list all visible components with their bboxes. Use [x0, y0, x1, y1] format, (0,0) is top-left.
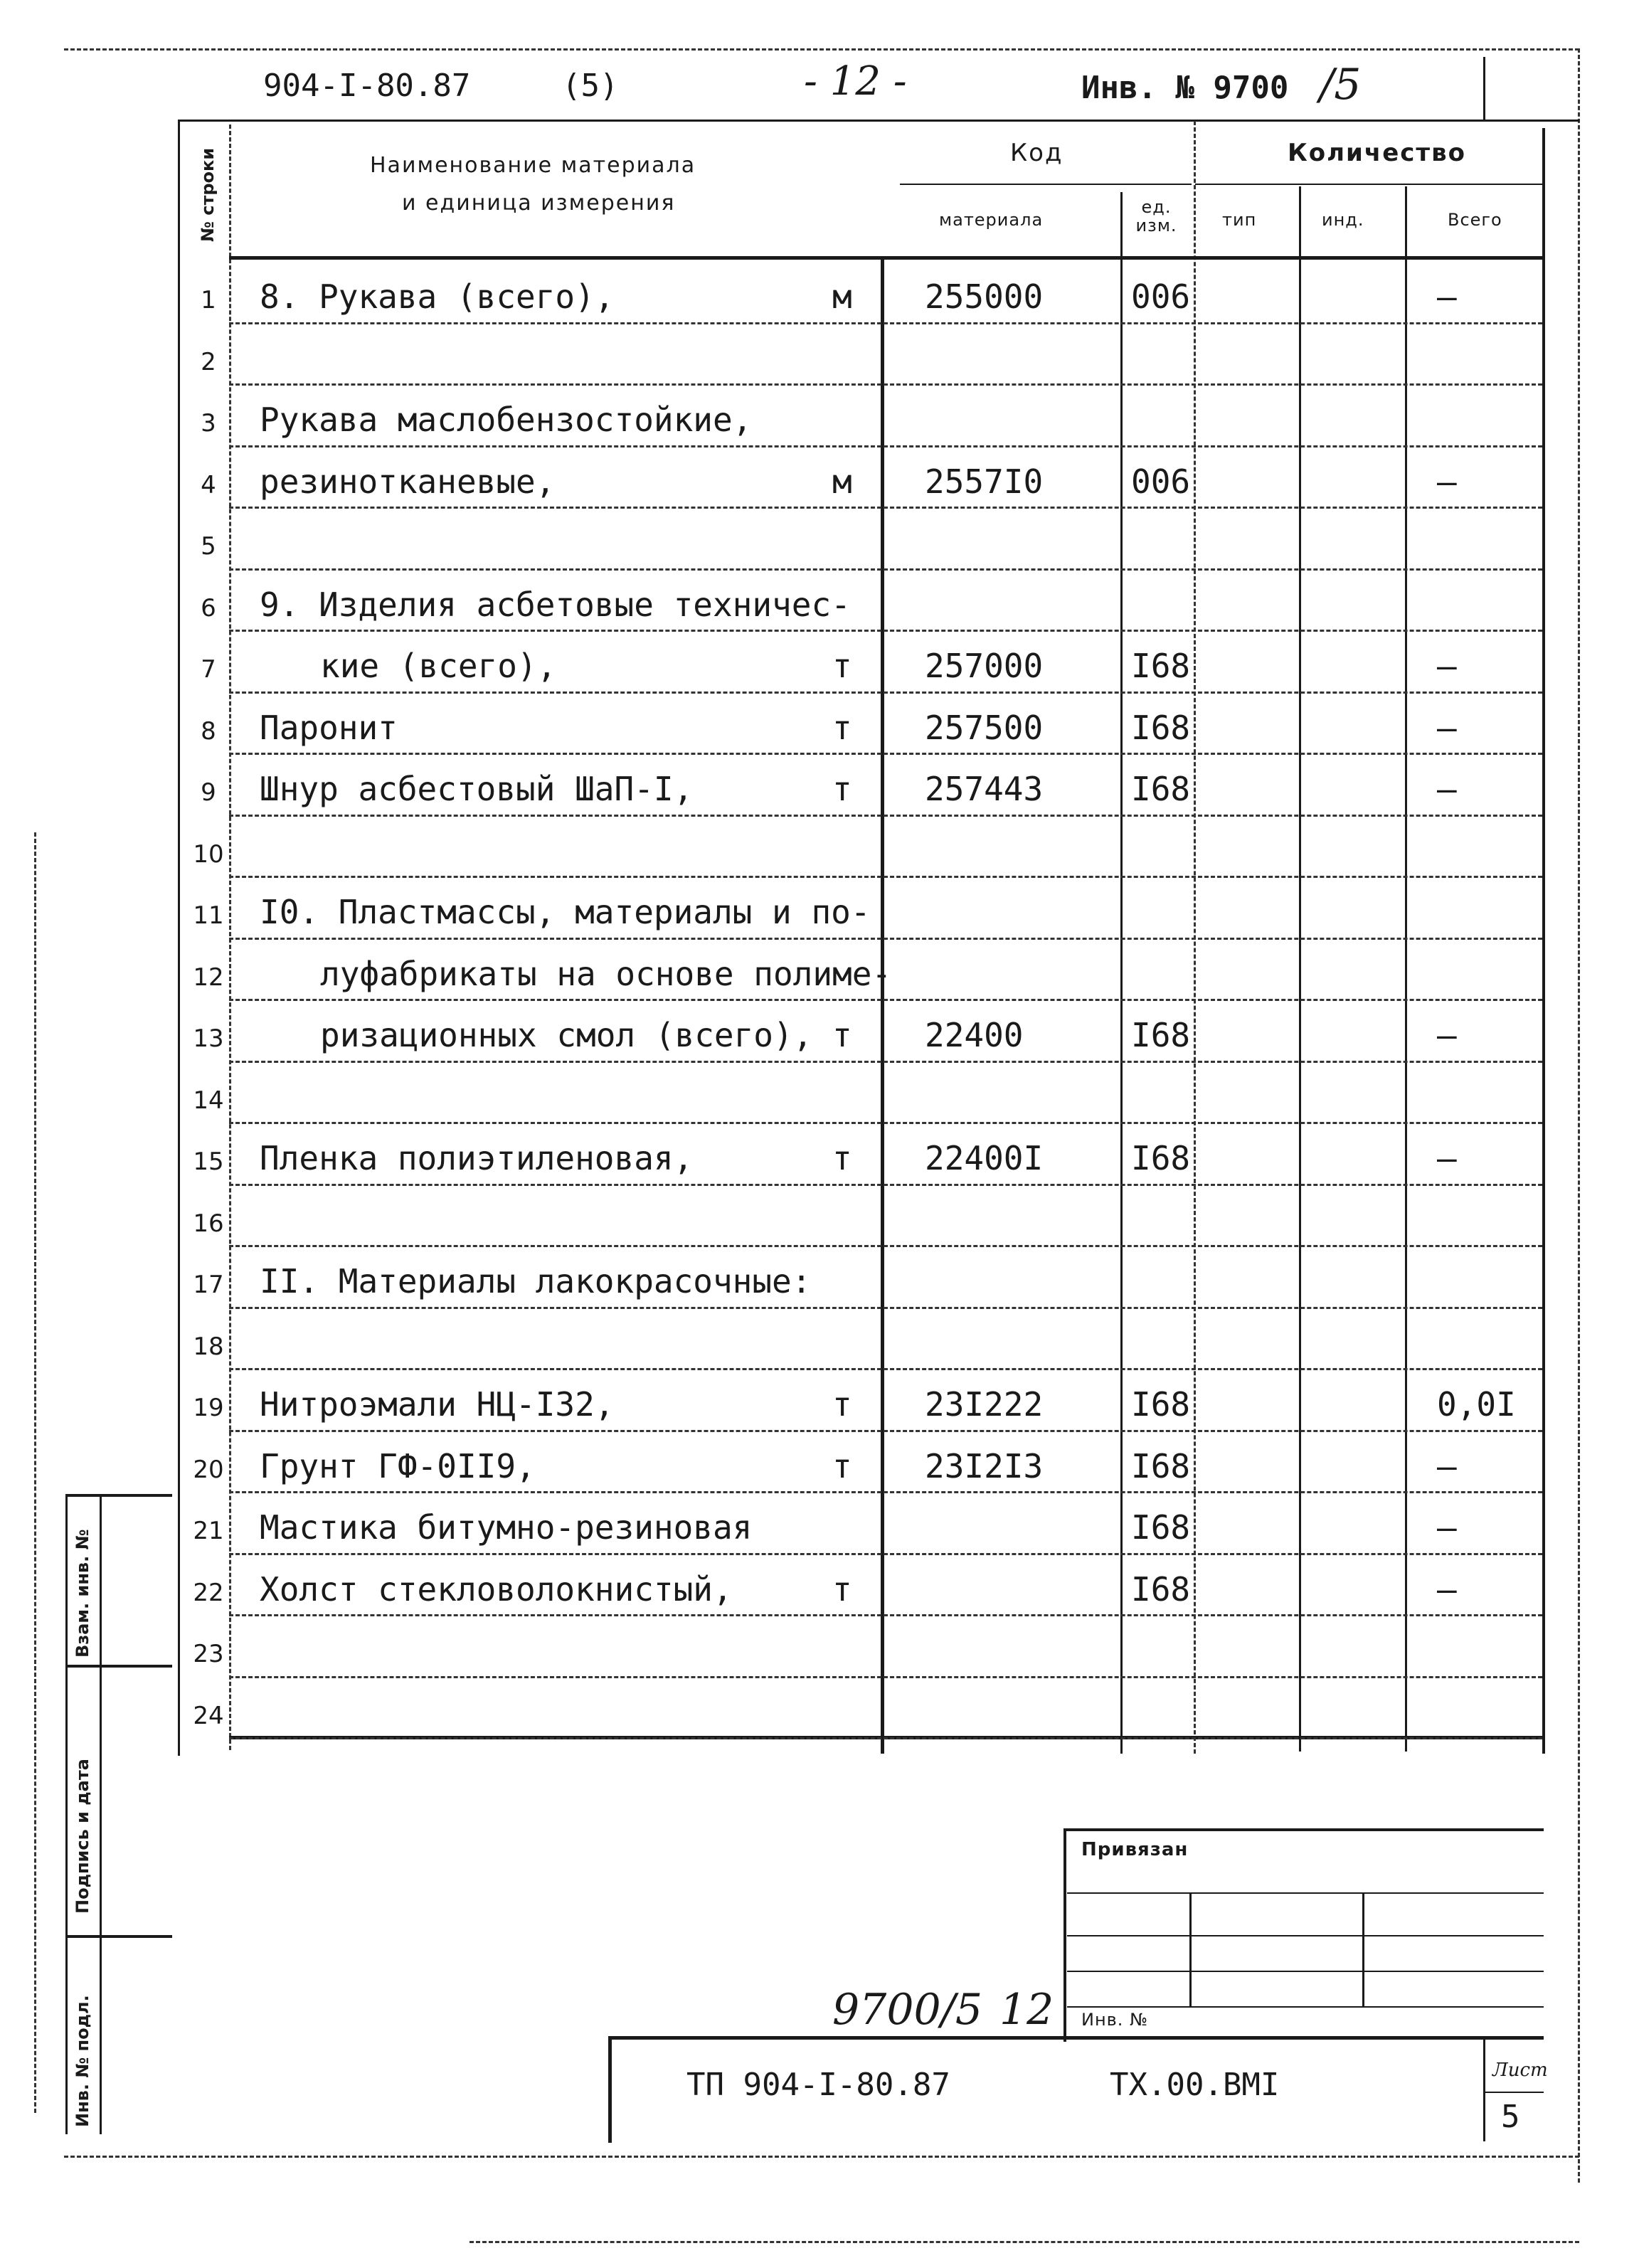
row-unit-code: I68 [1131, 1139, 1191, 1177]
row-rule [229, 630, 1542, 632]
row-number: 22 [193, 1578, 224, 1607]
row-total: 0,0I [1437, 1385, 1516, 1424]
row-number: 5 [201, 532, 216, 561]
code-unit-header: ед. изм. [1135, 197, 1177, 235]
table-right-edge [1542, 128, 1545, 1754]
qty-total-header: Всего [1448, 210, 1502, 230]
handwritten-inv: 9700/5 [832, 1985, 983, 2035]
row-number: 11 [193, 901, 224, 930]
row-total: – [1437, 1139, 1457, 1177]
qty-header: Количество [1288, 139, 1467, 167]
row-rule [229, 999, 1542, 1001]
title-block-top-rule [608, 2036, 1544, 2040]
row-unit: т [832, 647, 852, 685]
page-mark: - 12 - [804, 58, 907, 105]
row-unit: т [832, 1569, 852, 1609]
bottom-scan-edge [470, 2241, 1579, 2243]
row-total: – [1437, 1016, 1457, 1054]
row-material-code: 23I2I3 [925, 1446, 1044, 1485]
title-block-left-edge [608, 2036, 612, 2143]
doc-code2: ТХ.00.ВМI [1110, 2067, 1280, 2103]
name-header-line1: Наименование материала [370, 153, 696, 178]
row-total: – [1437, 1508, 1457, 1547]
stamp-top-rule [1064, 1828, 1544, 1831]
row-total: – [1437, 708, 1457, 747]
row-rule [229, 383, 1542, 386]
row-name: Шнур асбестовый ШаП-I, [260, 770, 694, 808]
row-number: 15 [193, 1148, 224, 1176]
side-stamp-rule2 [65, 1665, 172, 1668]
row-rule [229, 815, 1542, 817]
side-vzam: Взам. инв. № [73, 1529, 92, 1658]
row-rule [229, 1122, 1542, 1124]
stamp-row-rule1 [1067, 1892, 1544, 1894]
ind-divider [1405, 186, 1407, 1752]
row-name: луфабрикаты на основе полиме- [320, 954, 892, 993]
side-stamp-rule1 [65, 1494, 172, 1497]
row-total: – [1437, 770, 1457, 808]
row-material-code: 22400I [925, 1139, 1044, 1177]
row-number: 23 [193, 1640, 224, 1668]
row-material-code: 23I222 [925, 1385, 1044, 1424]
row-name: 8. Рукава (всего), [260, 277, 615, 316]
row-number: 7 [201, 655, 216, 684]
row-number: 13 [193, 1024, 224, 1053]
row-unit-code: I68 [1131, 1016, 1191, 1054]
row-material-code: 255000 [925, 277, 1044, 316]
row-number: 9 [201, 778, 216, 807]
stamp-left-edge [1064, 1828, 1066, 2042]
stamp-privyazan: Привязан [1081, 1839, 1189, 1860]
qty-ind-header: инд. [1322, 210, 1364, 230]
row-rule [229, 1737, 1542, 1739]
row-rule [229, 1184, 1542, 1186]
sheet-rule [1485, 2092, 1544, 2093]
row-rule [229, 1553, 1542, 1555]
row-unit-code: I68 [1131, 1446, 1191, 1485]
row-rule [229, 1245, 1542, 1247]
row-number: 3 [201, 409, 216, 438]
row-number: 24 [193, 1701, 224, 1730]
row-unit-code: I68 [1131, 708, 1191, 747]
row-unit: т [832, 1385, 852, 1424]
row-rule [229, 568, 1542, 571]
row-name: 9. Изделия асбетовые техничес- [260, 585, 851, 624]
row-number: 18 [193, 1332, 224, 1361]
row-name: Нитроэмали НЦ-I32, [260, 1385, 615, 1424]
code-header: Код [1010, 139, 1064, 167]
row-number: 6 [201, 593, 216, 622]
row-total: – [1437, 1569, 1457, 1609]
row-number: 21 [193, 1517, 224, 1545]
row-material-code: 2557I0 [925, 462, 1044, 501]
row-number: 14 [193, 1086, 224, 1115]
row-name: Мастика битумно-резиновая [260, 1508, 753, 1547]
row-rule [229, 507, 1542, 509]
handwritten-page: 12 [999, 1985, 1054, 2035]
code-subrule [900, 184, 1192, 185]
header-bottom-rule [229, 256, 1545, 260]
row-number: 17 [193, 1271, 224, 1299]
row-name: Грунт ГФ-0II9, [260, 1446, 536, 1485]
row-unit-code: 006 [1131, 277, 1191, 316]
row-name: ризационных смол (всего), [320, 1016, 813, 1054]
row-number: 4 [201, 470, 216, 499]
row-name: II. Материалы лакокрасочные: [260, 1262, 812, 1300]
row-unit-code: I68 [1131, 1508, 1191, 1547]
row-name: Пленка полиэтиленовая, [260, 1139, 694, 1177]
name-header-line2: и единица измерения [402, 191, 676, 216]
row-name: Рукава маслобензостойкие, [260, 401, 753, 439]
doc-part: (5) [562, 68, 619, 104]
row-total: – [1437, 277, 1457, 316]
row-unit-code: I68 [1131, 647, 1191, 685]
row-rule [229, 1430, 1542, 1432]
code-material-header: материала [939, 210, 1044, 230]
row-rule [229, 1307, 1542, 1309]
row-unit: т [832, 770, 852, 808]
row-rule [229, 445, 1542, 447]
row-unit: т [832, 1016, 852, 1054]
side-podpis: Подпись и дата [73, 1759, 92, 1914]
row-name: резинотканевые, [260, 462, 556, 501]
row-number: 20 [193, 1455, 224, 1484]
table-left-edge [178, 120, 180, 1756]
side-stamp-edge [65, 1494, 68, 2134]
side-stamp-rule3 [65, 1935, 172, 1938]
sheet-no: 5 [1501, 2099, 1520, 2135]
row-rule [229, 1676, 1542, 1678]
row-rule [229, 753, 1542, 755]
row-material-code: 257443 [925, 770, 1044, 808]
row-unit-code: 006 [1131, 462, 1191, 501]
row-unit-code: I68 [1131, 1385, 1191, 1424]
row-unit: т [832, 1139, 852, 1177]
row-number: 16 [193, 1209, 224, 1238]
side-inv-podl: Инв. № подл. [73, 1995, 92, 2127]
stamp-row-rule4 [1067, 2006, 1544, 2008]
row-rule [229, 691, 1542, 694]
inv-label: Инв. № 9700 [1081, 70, 1289, 106]
row-number: 12 [193, 963, 224, 992]
row-rule [229, 876, 1542, 878]
row-total: – [1437, 462, 1457, 501]
row-total: – [1437, 647, 1457, 685]
row-unit: т [832, 1446, 852, 1485]
rownum-header: № строки [198, 147, 218, 242]
row-total: – [1437, 1446, 1457, 1485]
row-unit-code: I68 [1131, 1569, 1191, 1609]
row-number: 10 [193, 839, 224, 869]
row-name: I0. Пластмассы, материалы и по- [260, 893, 871, 931]
left-scan-edge [34, 832, 36, 2113]
row-rule [229, 1368, 1542, 1370]
row-material-code: 22400 [925, 1016, 1024, 1054]
row-number: 19 [193, 1394, 224, 1422]
row-number: 8 [201, 716, 216, 746]
row-rule [229, 1614, 1542, 1616]
sheet-divider [1483, 2038, 1485, 2141]
side-stamp-inner-edge [100, 1494, 102, 2134]
stamp-col-rule2 [1362, 1894, 1364, 2008]
row-rule [229, 938, 1542, 940]
row-name: Паронит [260, 708, 398, 747]
right-border [1578, 48, 1580, 2183]
row-rule [229, 322, 1542, 324]
row-unit: т [832, 708, 852, 747]
row-rule [229, 1061, 1542, 1063]
row-material-code: 257000 [925, 647, 1044, 685]
header-divider [1483, 57, 1485, 121]
qty-type-header: тип [1222, 210, 1257, 230]
stamp-row-rule2 [1067, 1935, 1544, 1936]
unitcode-divider [1120, 192, 1123, 1754]
stamp-row-rule3 [1067, 1971, 1544, 1972]
row-name: Холст стекловолокнистый, [260, 1569, 733, 1609]
row-rule [229, 1491, 1542, 1493]
row-unit-code: I68 [1131, 770, 1191, 808]
row-unit: м [832, 277, 852, 316]
row-number: 2 [201, 347, 216, 376]
bottom-border [64, 2156, 1579, 2158]
header-rule [178, 120, 1579, 122]
stamp-inv-no: Инв. № [1081, 2010, 1149, 2030]
sheet-label: Лист [1492, 2060, 1548, 2081]
qty-subrule [1195, 184, 1542, 185]
type-divider [1299, 186, 1301, 1752]
stamp-col-rule1 [1189, 1894, 1192, 2008]
inv-suffix: /5 [1320, 60, 1362, 110]
doc-code: 904-I-80.87 [263, 68, 471, 104]
row-name: кие (всего), [320, 647, 557, 685]
row-material-code: 257500 [925, 708, 1044, 747]
row-unit: м [832, 462, 852, 501]
code-divider [881, 256, 884, 1754]
doc-title: ТП 904-I-80.87 [686, 2067, 950, 2103]
row-number: 1 [201, 286, 216, 314]
top-border [64, 48, 1579, 51]
